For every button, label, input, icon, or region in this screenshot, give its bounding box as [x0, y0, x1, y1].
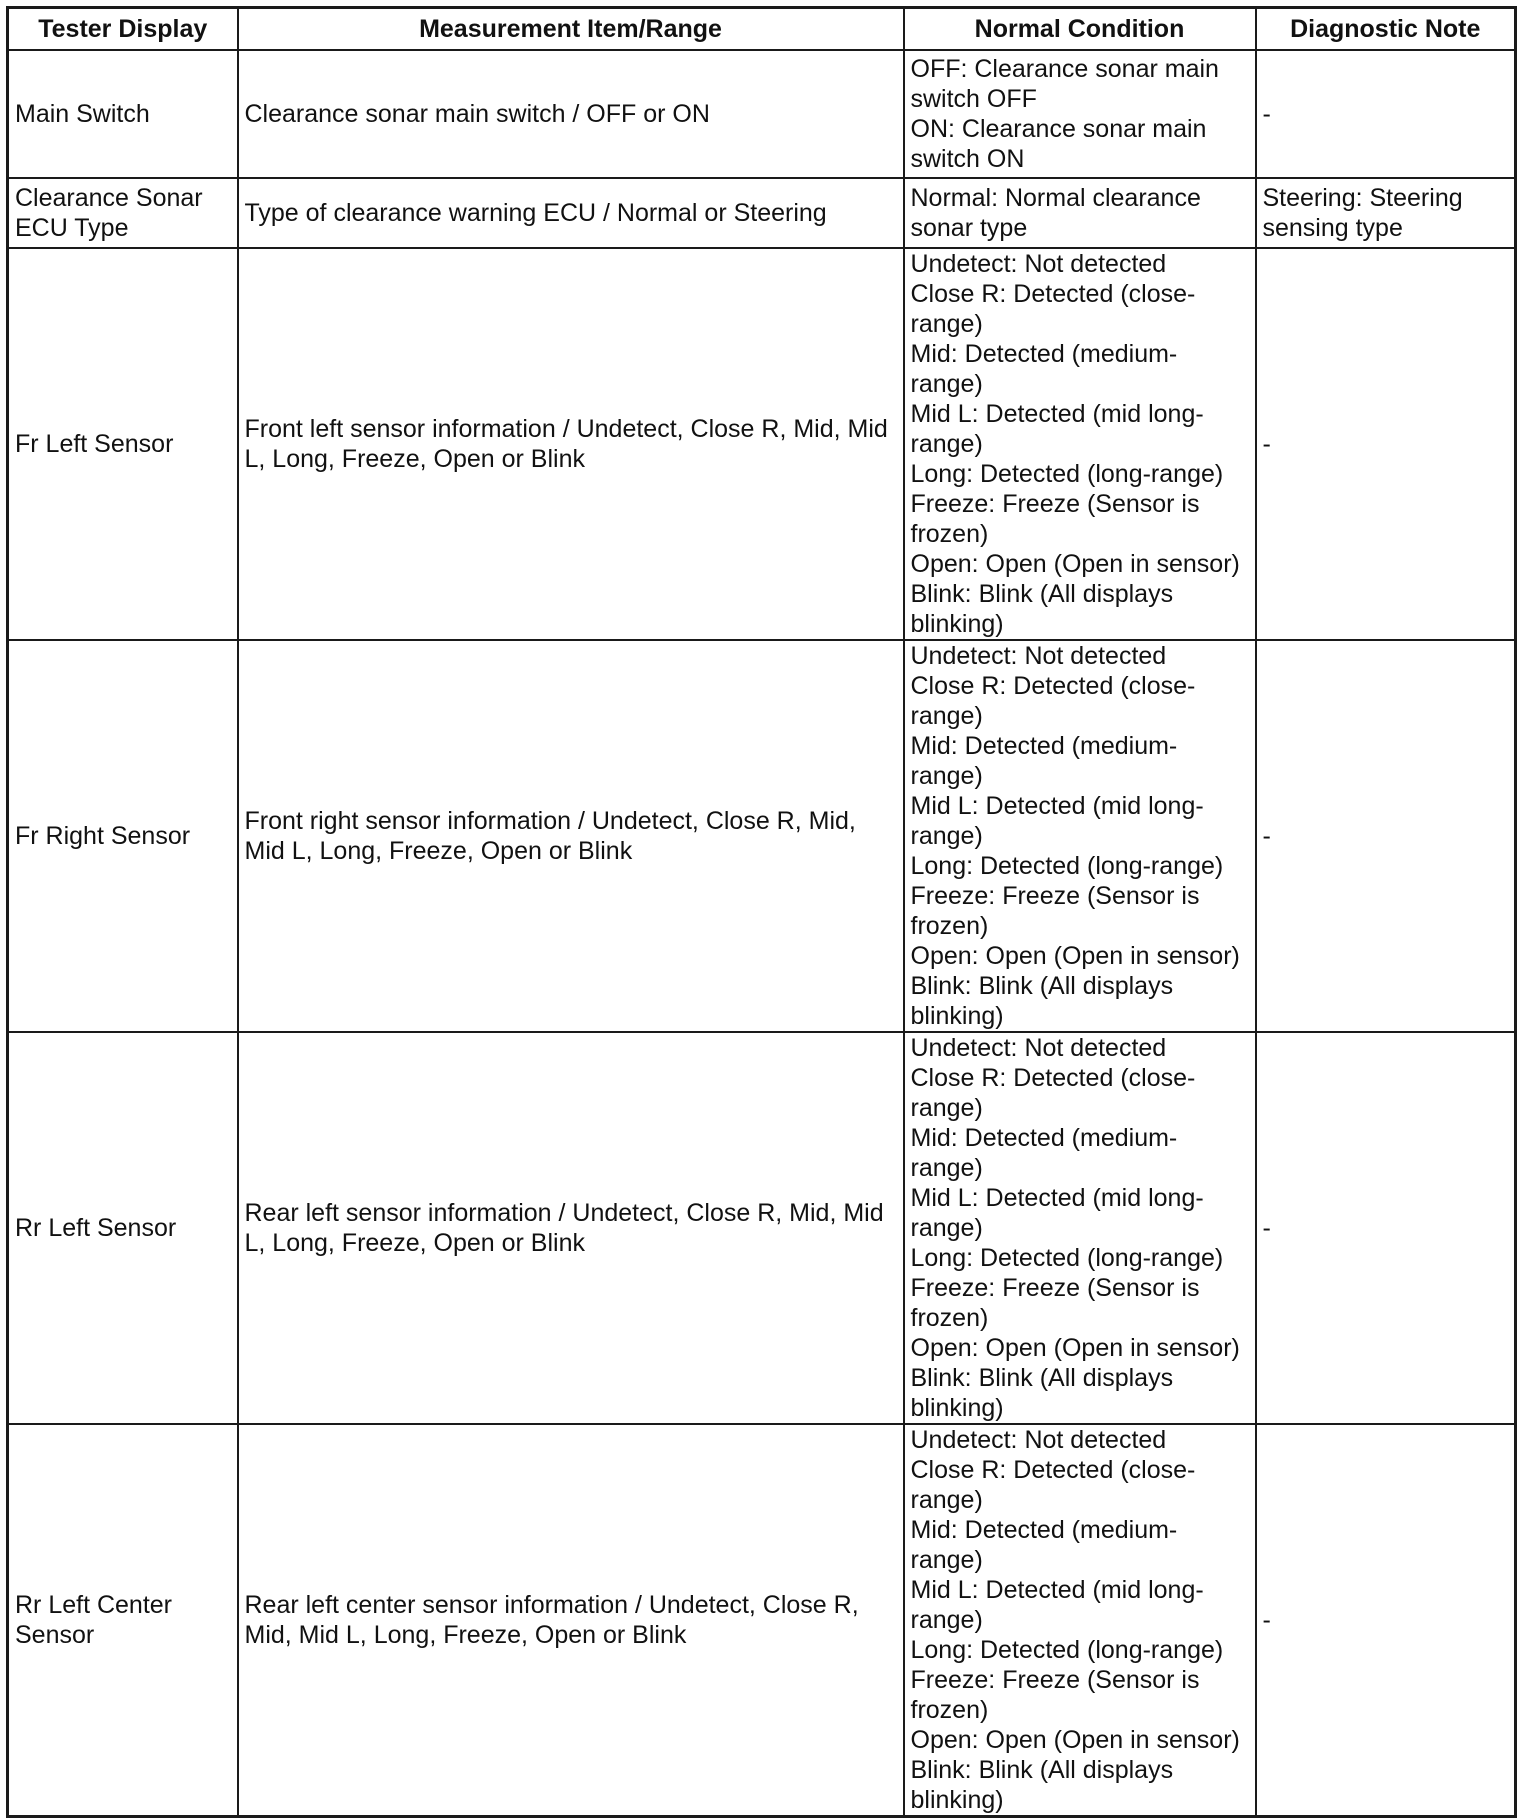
condition-line: Mid L: Detected (mid long-range): [910, 1184, 1204, 1242]
diagnostic-note-cell: Steering: Steering sensing type: [1256, 178, 1516, 248]
diagnostic-note-cell: -: [1256, 640, 1516, 1032]
header-normal-condition: Normal Condition: [904, 8, 1256, 51]
table-row: [8, 1424, 1516, 1817]
data-list-table: [6, 6, 1517, 1818]
condition-line: Undetect: Not detected: [910, 1034, 1167, 1062]
normal-condition-cell: [904, 640, 1256, 1032]
table-header-row: [8, 8, 1516, 51]
condition-line: Undetect: Not detected: [910, 250, 1167, 278]
condition-line: ON: Clearance sonar main switch ON: [910, 115, 1207, 173]
measurement-item-cell: Clearance sonar main switch / OFF or ON: [238, 50, 904, 178]
condition-line: Blink: Blink (All displays blinking): [910, 1364, 1174, 1422]
condition-line: Open: Open (Open in sensor): [910, 550, 1240, 578]
condition-line: Close R: Detected (close-range): [910, 1064, 1196, 1122]
condition-line: Long: Detected (long-range): [910, 460, 1224, 488]
measurement-item-cell: Front left sensor information / Undetect, Close R, Mid, Mid L, Long, Freeze, Open or Blink: [238, 248, 904, 640]
header-measurement-item: Measurement Item/Range: [238, 8, 904, 51]
condition-line: Blink: Blink (All displays blinking): [910, 972, 1174, 1030]
diagnostic-note-cell: -: [1256, 1032, 1516, 1424]
condition-line: Undetect: Not detected: [910, 1426, 1167, 1454]
normal-condition-cell: [904, 1424, 1256, 1817]
normal-condition-cell: [904, 50, 1256, 178]
condition-line: Normal: Normal clearance sonar type: [910, 184, 1201, 242]
tester-display-cell: Rr Left Center Sensor: [8, 1424, 238, 1817]
condition-line: Long: Detected (long-range): [910, 852, 1224, 880]
condition-line: Mid L: Detected (mid long-range): [910, 792, 1204, 850]
table-row: [8, 50, 1516, 178]
data-list-sheet: [6, 6, 1514, 1818]
condition-line: Long: Detected (long-range): [910, 1244, 1224, 1272]
diagnostic-note-cell: -: [1256, 1424, 1516, 1817]
table-row: [8, 640, 1516, 1032]
normal-condition-cell: [904, 1032, 1256, 1424]
tester-display-cell: Fr Left Sensor: [8, 248, 238, 640]
measurement-item-cell: Rear left sensor information / Undetect, Close R, Mid, Mid L, Long, Freeze, Open or Blink: [238, 1032, 904, 1424]
condition-line: Mid: Detected (medium-range): [910, 1516, 1178, 1574]
diagnostic-note-cell: -: [1256, 248, 1516, 640]
condition-line: Blink: Blink (All displays blinking): [910, 1756, 1174, 1814]
table-row: [8, 248, 1516, 640]
normal-condition-cell: [904, 178, 1256, 248]
normal-condition-cell: [904, 248, 1256, 640]
tester-display-cell: Fr Right Sensor: [8, 640, 238, 1032]
header-diagnostic-note: Diagnostic Note: [1256, 8, 1516, 51]
condition-line: Mid: Detected (medium-range): [910, 1124, 1178, 1182]
condition-line: Open: Open (Open in sensor): [910, 1726, 1240, 1754]
condition-line: Mid: Detected (medium-range): [910, 340, 1178, 398]
condition-line: Open: Open (Open in sensor): [910, 942, 1240, 970]
condition-line: Blink: Blink (All displays blinking): [910, 580, 1174, 638]
condition-line: Freeze: Freeze (Sensor is frozen): [910, 1666, 1200, 1724]
header-tester-display: Tester Display: [8, 8, 238, 51]
diagnostic-note-cell: -: [1256, 50, 1516, 178]
condition-line: Mid L: Detected (mid long-range): [910, 1576, 1204, 1634]
tester-display-cell: Clearance Sonar ECU Type: [8, 178, 238, 248]
condition-line: Freeze: Freeze (Sensor is frozen): [910, 882, 1200, 940]
condition-line: Freeze: Freeze (Sensor is frozen): [910, 1274, 1200, 1332]
condition-line: Close R: Detected (close-range): [910, 280, 1196, 338]
measurement-item-cell: Type of clearance warning ECU / Normal or Steering: [238, 178, 904, 248]
condition-line: Long: Detected (long-range): [910, 1636, 1224, 1664]
condition-line: Mid L: Detected (mid long-range): [910, 400, 1204, 458]
table-row: [8, 1032, 1516, 1424]
measurement-item-cell: Front right sensor information / Undetect, Close R, Mid, Mid L, Long, Freeze, Open or Blink: [238, 640, 904, 1032]
condition-line: Open: Open (Open in sensor): [910, 1334, 1240, 1362]
condition-line: OFF: Clearance sonar main switch OFF: [910, 55, 1219, 113]
condition-line: Undetect: Not detected: [910, 642, 1167, 670]
tester-display-cell: Main Switch: [8, 50, 238, 178]
tester-display-cell: Rr Left Sensor: [8, 1032, 238, 1424]
condition-line: Mid: Detected (medium-range): [910, 732, 1178, 790]
condition-line: Close R: Detected (close-range): [910, 672, 1196, 730]
table-row: [8, 178, 1516, 248]
condition-line: Close R: Detected (close-range): [910, 1456, 1196, 1514]
measurement-item-cell: Rear left center sensor information / Undetect, Close R, Mid, Mid L, Long, Freeze, Open or Blink: [238, 1424, 904, 1817]
condition-line: Freeze: Freeze (Sensor is frozen): [910, 490, 1200, 548]
